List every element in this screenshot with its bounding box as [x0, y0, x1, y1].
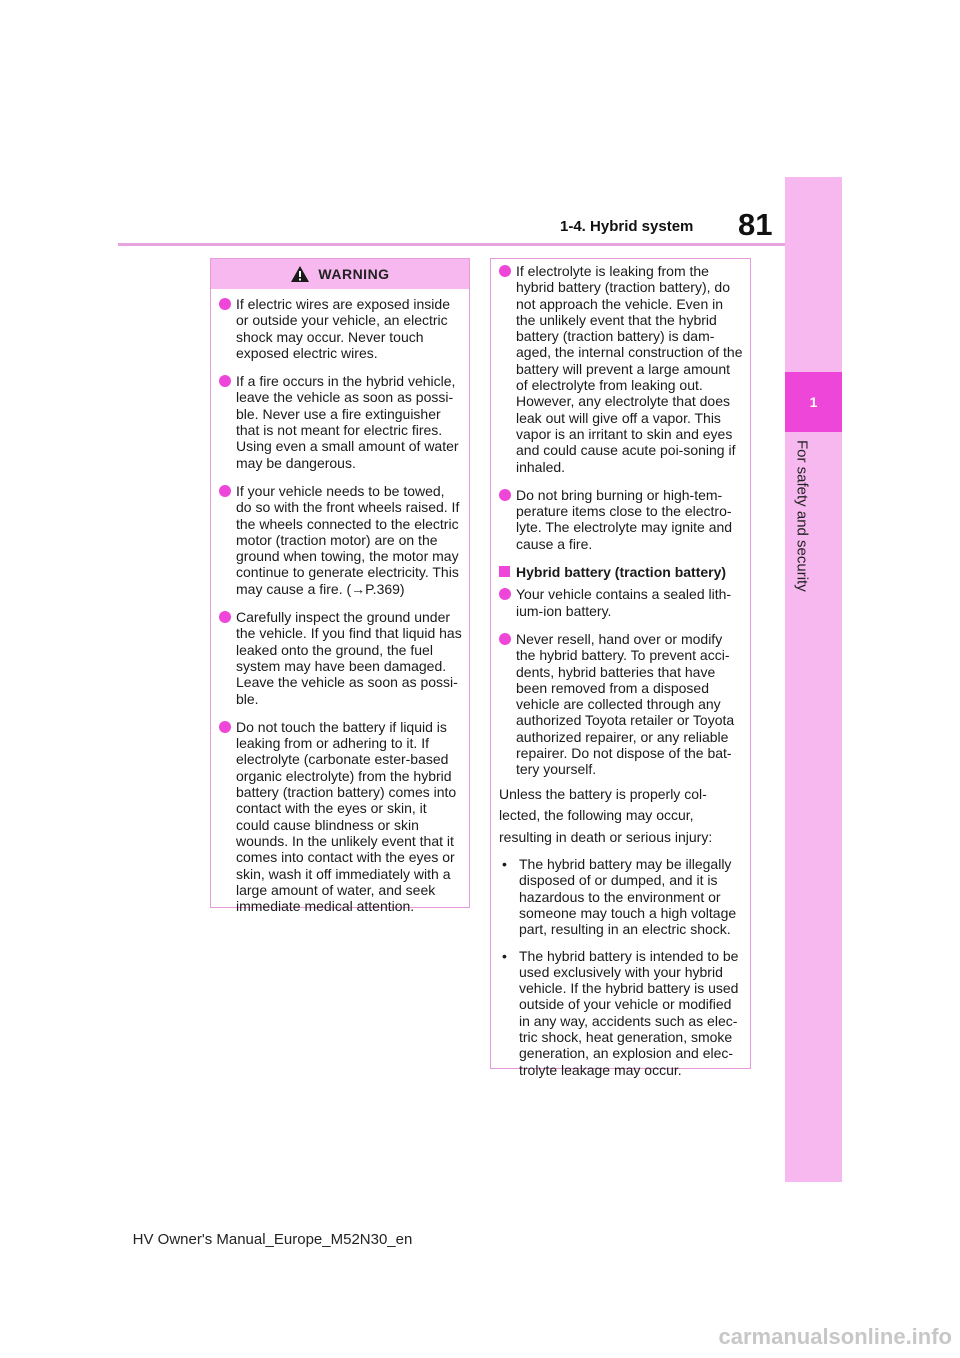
bullet-dot-icon	[499, 633, 511, 645]
warning-item	[499, 263, 744, 475]
bullet-dot-icon	[219, 298, 231, 310]
chapter-number-tab[interactable]: 1	[785, 372, 842, 432]
warning-item	[499, 487, 744, 552]
warning-item-text: If electric wires are exposed inside or outside your vehicle, an electric shock may occur. Never touch exposed electric wires.	[236, 296, 450, 361]
bullet-dot-icon	[219, 485, 231, 497]
consequence-item-text: The hybrid battery may be illegally disposed of or dumped, and it is hazardous to the environment or someone may touch a high voltage part, resulting in an electric shock.	[519, 856, 737, 938]
page-number: 81	[738, 207, 773, 242]
warning-item-text: Your vehicle contains a sealed lith-ium-ion battery.	[516, 586, 732, 619]
warning-item-text: Do not bring burning or high-tem-perature items close to the electro-lyte. The electrolyte may ignite and cause a fire.	[516, 486, 733, 552]
warning-item	[499, 631, 744, 778]
consequence-line: Unless the battery is properly col-	[499, 785, 707, 802]
bullet-dot-icon	[499, 265, 511, 277]
bullet-dot-icon	[499, 588, 511, 600]
section-title: 1-4. Hybrid system	[560, 218, 694, 235]
square-marker-icon	[499, 566, 510, 577]
middot-marker-icon: •	[502, 856, 507, 873]
consequence-line: lected, the following may occur,	[499, 807, 694, 824]
warning-item-text: Do not touch the battery if liquid is leaking from or adhering to it. If electrolyte (carbonate ester-based organic electrolyte) from the hybrid battery (traction battery) comes into contact with the eyes or skin, it could cause blindness or skin wounds. In the unlikely event that it comes into contact with the eyes or skin, wash it off immediately with a large amount of water, and seek immediate medical attention.	[236, 718, 457, 915]
consequence-intro	[499, 784, 744, 849]
header-rule	[118, 243, 785, 246]
warning-triangle-icon	[290, 265, 310, 283]
bullet-dot-icon	[219, 721, 231, 733]
warning-item-text: Carefully inspect the ground under the vehicle. If you find that liquid has leaked onto the ground, the fuel system may have been damaged. Leave the vehicle as soon as possi-ble.	[236, 609, 462, 707]
chapter-side-tab	[785, 177, 842, 1182]
footer-text: HV Owner's Manual_Europe_M52N30_en	[132, 1231, 413, 1248]
watermark: carmanualsonline.info	[718, 1324, 952, 1349]
warning-item	[219, 296, 463, 361]
bullet-dot-icon	[499, 489, 511, 501]
consequence-line: resulting in death or serious injury:	[499, 828, 713, 845]
consequence-item	[502, 856, 744, 937]
warning-box	[210, 258, 470, 915]
warning-item-text: Never resell, hand over or modify the hybrid battery. To prevent acci-dents, hybrid batteries that have been removed from a disposed vehicle are collected through any authorized Toyota retailer or Toyota authorized repairer, or any reliable repairer. Do not dispose of the bat-tery yourself.	[516, 630, 735, 778]
consequence-item-text: The hybrid battery is intended to be used exclusively with your hybrid vehicle. If the hybrid battery is used outside of your vehicle or modified in any way, accidents such as elec-tric shock, heat generation, smoke generation, an explosion and elec-trolyte leakage may occur.	[519, 947, 739, 1078]
warning-item	[219, 483, 463, 597]
warning-box-continued	[490, 258, 751, 1078]
warning-item	[219, 609, 463, 707]
warning-title: WARNING	[318, 266, 390, 282]
warning-item	[499, 586, 744, 619]
bullet-dot-icon	[219, 375, 231, 387]
middot-marker-icon: •	[502, 947, 507, 964]
subheading	[499, 564, 744, 580]
warning-item-text: If your vehicle needs to be towed, do so with the front wheels raised. If the wheels connected to the electric motor (traction motor) are on the ground when towing, the motor may continue to generate electricity. This may cause a fire. (→P.369)	[236, 482, 460, 597]
chapter-label: For safety and security	[793, 440, 811, 592]
bullet-dot-icon	[219, 611, 231, 623]
warning-item-text: If electrolyte is leaking from the hybrid battery (traction battery), do not approach the vehicle. Even in the unlikely event that the hybrid battery (traction battery) is dam-aged, the internal construction of the battery will prevent a large amount of electrolyte from leaking out. However, any electrolyte that does leak out will give off a vapor. This vapor is an irritant to skin and eyes and could cause acute poi-soning if inhaled.	[516, 263, 743, 475]
warning-item	[219, 719, 463, 915]
subheading-text: Hybrid battery (traction battery)	[516, 564, 727, 581]
warning-item	[219, 373, 463, 471]
consequence-item	[502, 948, 744, 1078]
warning-item-text: If a fire occurs in the hybrid vehicle, leave the vehicle as soon as possi-ble. Never use a fire extinguisher that is not meant for electric fires. Using even a small amount of water may be dangerous.	[236, 373, 459, 471]
warning-header	[211, 259, 469, 289]
